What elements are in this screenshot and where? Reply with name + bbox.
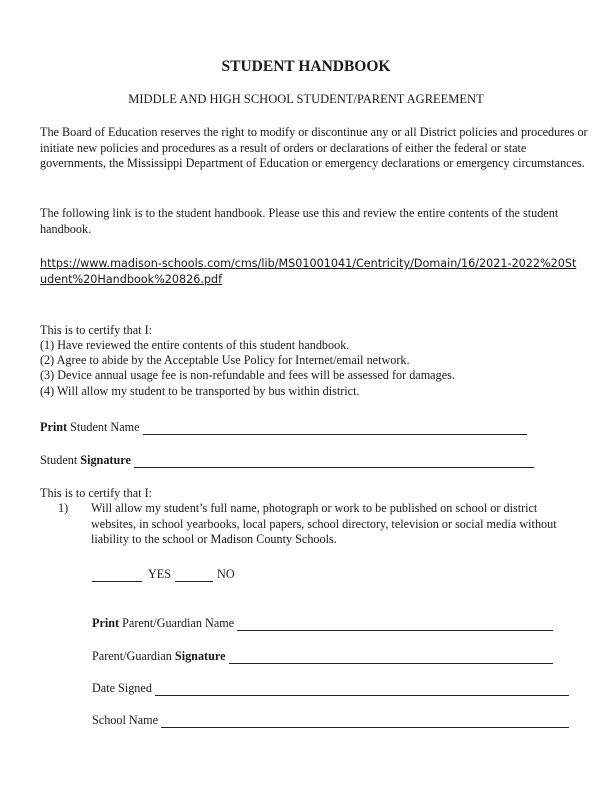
parent-signature-field (92, 649, 553, 664)
date-signed-input[interactable] (155, 683, 569, 696)
certify-intro-2: This is to certify that I: (40, 486, 153, 500)
school-name-input[interactable] (161, 715, 569, 728)
certify-list (40, 338, 590, 399)
student-signature-field (40, 453, 534, 468)
student-name-label: Print Student Name (40, 420, 140, 434)
no-label: NO (217, 567, 235, 581)
parent-signature-label: Parent/Guardian Signature (92, 649, 226, 663)
school-name-label: School Name (92, 713, 159, 727)
board-policy-paragraph: The Board of Education reserves the right to modify or discontinue any or all District policies and procedures or initiate new policies and procedures as a result of orders or declarations of either the federal or state governments, the Mississippi Department of Education or emergency declarations or emergency circumstances. (40, 125, 588, 170)
yes-label: YES (148, 567, 172, 581)
parent-name-field (92, 616, 553, 631)
certify-item: (3) Device annual usage fee is non-refundable and fees will be assessed for damages. (40, 368, 455, 383)
student-signature-input[interactable] (134, 455, 534, 468)
certify-intro: This is to certify that I: (40, 323, 153, 337)
student-name-field (40, 420, 527, 435)
school-name-field (92, 713, 569, 728)
media-item-text: Will allow my student’s full name, photograph or work to be published on school or district websites, in school yearbooks, local papers, school directory, television or social media without liability to the school or Madison County Schools. (91, 501, 557, 546)
handbook-link[interactable]: https://www.madison-schools.com/cms/lib/MS01001041/Centricity/Domain/16/2021-2022%20Student%20Handbook%20826.pdf (40, 257, 577, 286)
date-signed-field (92, 681, 569, 696)
certify-item: (1) Have reviewed the entire contents of this student handbook. (40, 338, 350, 352)
media-consent-choice (92, 567, 235, 582)
handbook-link-paragraph: The following link is to the student handbook. Please use this and review the entire contents of the student handbook. (40, 206, 559, 236)
student-signature-label: Student Signature (40, 453, 131, 467)
certify-item: (4) Will allow my student to be transported by bus within district. (40, 383, 360, 398)
date-signed-label: Date Signed (92, 681, 152, 695)
media-consent-item (58, 501, 578, 548)
parent-name-input[interactable] (237, 618, 553, 631)
page-title: STUDENT HANDBOOK (221, 58, 391, 75)
no-blank[interactable] (175, 569, 213, 582)
yes-blank[interactable] (92, 569, 142, 582)
parent-name-label: Print Parent/Guardian Name (92, 616, 235, 630)
student-name-input[interactable] (143, 422, 527, 435)
parent-signature-input[interactable] (229, 651, 553, 664)
page-subtitle: MIDDLE AND HIGH SCHOOL STUDENT/PARENT AGREEMENT (128, 92, 484, 106)
media-item-number: 1) (58, 501, 69, 515)
certify-item: (2) Agree to abide by the Acceptable Use Policy for Internet/email network. (40, 353, 410, 368)
